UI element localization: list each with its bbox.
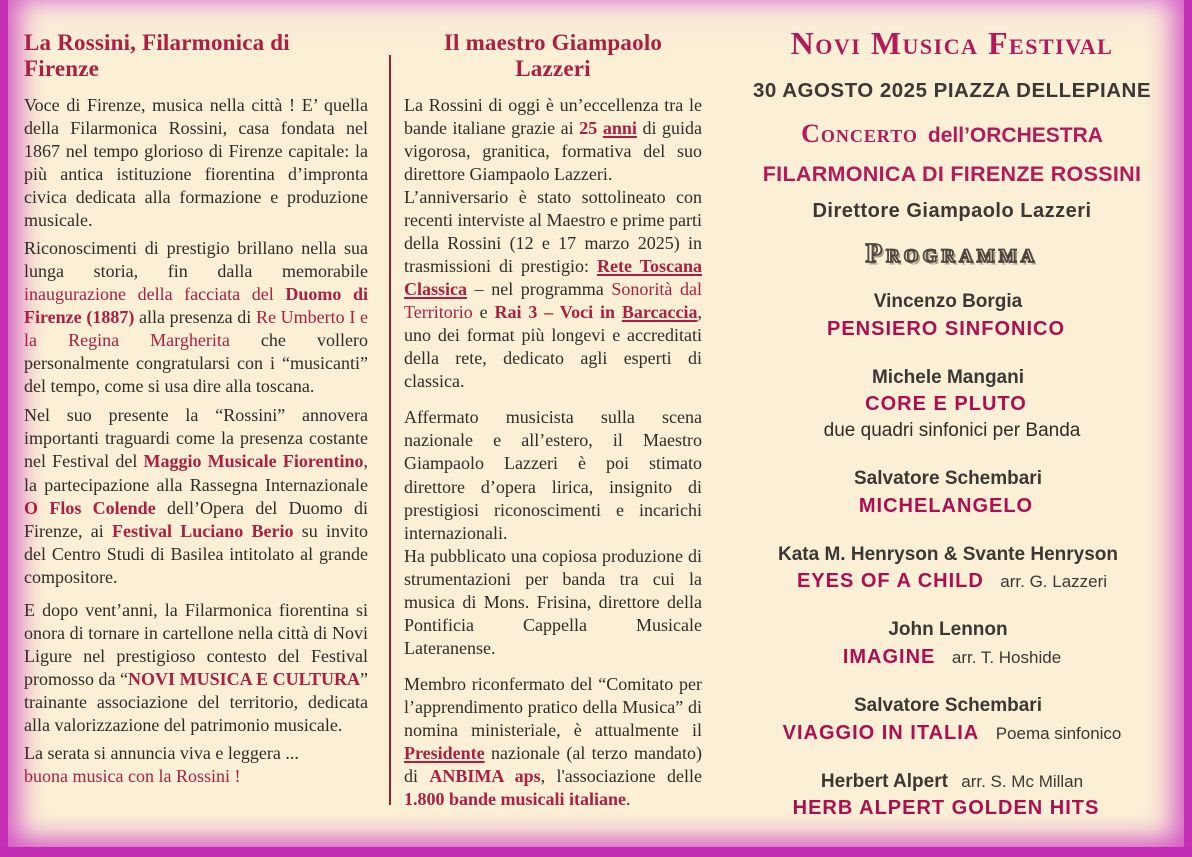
- piece-title-line: [736, 390, 1168, 418]
- composer-name: Herbert Alpert: [820, 770, 948, 792]
- program-entry-2: [736, 365, 1168, 444]
- composer-line: [736, 769, 1168, 795]
- program-entry-6: [736, 693, 1168, 747]
- poster-column: [736, 26, 1168, 844]
- piece-title-line: [736, 492, 1168, 520]
- left-paragraph-2: Riconoscimenti di prestigio brillano nella sua lunga storia, fin dalla memorabile inaugurazione della facciata del Duomo di Firenze (1887) alla presenza di Re Umberto I e la Regina Margherita che vollero personalmente congratularsi con i “musicanti” del tempo, come si usa dire alla toscana.: [24, 238, 368, 397]
- middle-paragraph-1: La Rossini di oggi è un’eccellenza tra le bande italiane grazie ai 25 anni di guida vigorosa, granitica, formativa del suo direttore Giampaolo Lazzeri. L’anniversario è stato sottolineato con recenti interviste al Maestro e prime parti della Rossini (12 e 17 marzo 2025) in trasmissioni di prestigio: Rete Toscana Classica – nel programma Sonorità dal Territorio e Rai 3 – Voci in Barcaccia, uno dei format più longevi e accreditati della rete, dedicato agli esperti di classica.: [404, 95, 703, 392]
- composer-line: [736, 542, 1168, 568]
- column-divider-rule: [389, 55, 391, 805]
- program-entry-5: [736, 617, 1168, 671]
- composer-name: Salvatore Schembari: [854, 695, 1042, 717]
- composer-line: [736, 466, 1168, 492]
- composer-name: Salvatore Schembari: [854, 468, 1042, 490]
- piece-title: IMAGINE: [842, 646, 936, 669]
- composer-line: [736, 289, 1168, 315]
- middle-paragraph-3: Membro riconfermato del “Comitato per l’apprendimento pratico della Musica” di nomina ministeriale, è attualmente il Presidente nazionale (al terzo mandato) di ANBIMA aps, l'associazione delle 1.800 bande musicali italiane.: [404, 673, 702, 809]
- piece-note: arr. T. Hoshide: [951, 648, 1062, 668]
- festival-title: Novi Musica Festival: [790, 25, 1114, 61]
- left-paragraph-4: E dopo vent’anni, la Filarmonica fiorentina si onora di tornare in cartellone nella città di Novi Ligure nel prestigioso contesto del Festival promosso da “NOVI MUSICA E CULTURA” trainante associazione del territorio, dedicata alla valorizzazione del patrimonio musicale.: [24, 599, 369, 735]
- middle-paragraph-2: Affermato musicista sulla scena nazionale e all’estero, il Maestro Giampaolo Lazzeri è poi stimato direttore d’opera lirica, insignito di prestigiosi riconoscimenti e incarichi internazionali. Ha pubblicato una copiosa produzione di strumentazioni per banda tra cui la musica di Mons. Frisina, direttore della Pontificia Cappella Musicale Lateranense.: [404, 407, 702, 658]
- piece-title-line: [736, 719, 1168, 747]
- left-paragraph-1: Voce di Firenze, musica nella città ! E’ quella della Filarmonica Rossini, casa fondata nel 1867 nel tempo glorioso di Firenze capitale: la più antica istituzione fiorentina d’impronta civica dedicata alla formazione e produzione musicale.: [24, 95, 368, 231]
- left-paragraph-3: Nel suo presente la “Rossini” annovera importanti traguardi come la presenza costante nel Festival del Maggio Musicale Fiorentino, la partecipazione alla Rassegna Internazionale O Flos Colende dell’Opera del Duomo di Firenze, ai Festival Luciano Berio su invito del Centro Studi di Basilea intitolato al grande compositore.: [24, 405, 368, 587]
- composer-name: Kata M. Henryson & Svante Henryson: [778, 543, 1118, 565]
- concert-line: [736, 119, 1168, 149]
- composer-line: [736, 693, 1168, 719]
- composer-line: [736, 365, 1168, 391]
- arranger-note: arr. S. Mc Millan: [961, 771, 1084, 791]
- composer-name: Michele Mangani: [871, 366, 1025, 388]
- piece-title: HERB ALPERT GOLDEN HITS: [792, 797, 1100, 820]
- program-entry-1: [736, 289, 1168, 343]
- program-entry-7: [736, 769, 1168, 823]
- piece-title: MICHELANGELO: [858, 494, 1034, 517]
- composer-name: John Lennon: [888, 619, 1008, 641]
- piece-title-line: [736, 567, 1168, 595]
- orchestra-name: FILARMONICA DI FIRENZE ROSSINI: [762, 162, 1142, 187]
- program-entry-4: [736, 542, 1168, 596]
- middle-article-heading: Il maestro Giampaolo Lazzeri: [443, 30, 663, 81]
- event-date-location: 30 AGOSTO 2025 PIAZZA DELLEPIANE: [752, 79, 1151, 103]
- piece-note: Poema sinfonico: [995, 723, 1122, 743]
- piece-title: PENSIERO SINFONICO: [826, 317, 1066, 340]
- piece-subtitle: due quadri sinfonici per Banda: [823, 420, 1081, 442]
- left-article-column: [24, 30, 368, 793]
- concert-word: Concerto: [801, 119, 918, 149]
- left-article-heading: La Rossini, Filarmonica di Firenze: [24, 30, 290, 81]
- director-line: Direttore Giampaolo Lazzeri: [812, 200, 1092, 223]
- program-entry-3: [736, 466, 1168, 520]
- piece-title: EYES OF A CHILD: [796, 570, 984, 593]
- composer-line: [736, 617, 1168, 643]
- piece-title: VIAGGIO IN ITALIA: [782, 721, 980, 744]
- piece-title-line: [736, 794, 1168, 822]
- piece-title-line: [736, 643, 1168, 671]
- left-paragraph-5: La serata si annuncia viva e leggera ... buona musica con la Rossini !: [24, 742, 299, 786]
- piece-title: CORE E PLUTO: [865, 393, 1027, 416]
- composer-name: Vincenzo Borgia: [873, 291, 1023, 313]
- middle-article-column: [404, 30, 702, 816]
- piece-note: arr. G. Lazzeri: [1000, 572, 1108, 592]
- piece-title-line: [736, 315, 1168, 343]
- concert-orchestra-text: dell’ORCHESTRA: [927, 124, 1103, 148]
- programma-heading: Programma: [865, 238, 1039, 269]
